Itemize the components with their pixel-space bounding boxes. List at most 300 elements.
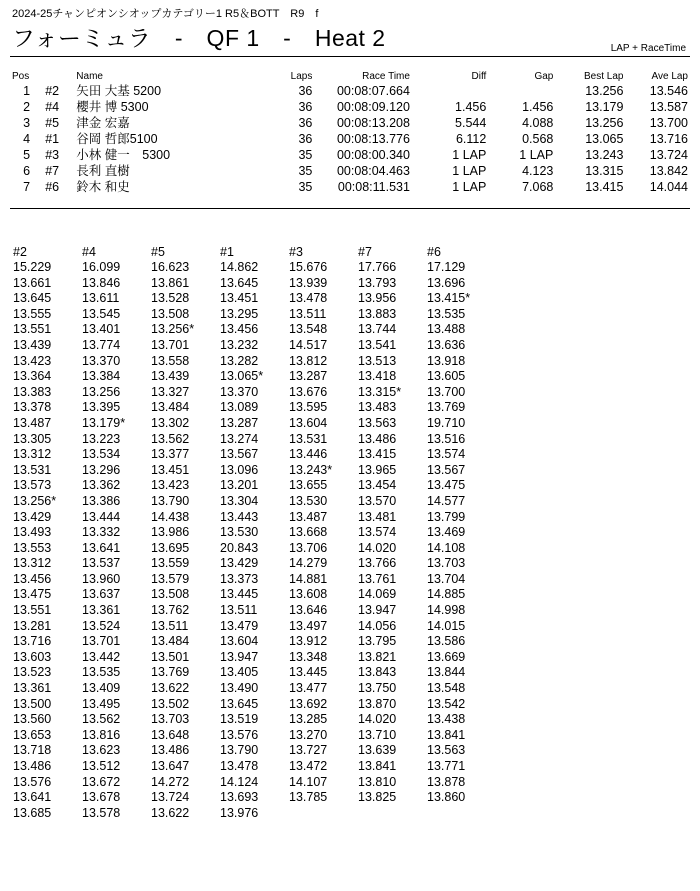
- lap-time: 13.423: [13, 353, 52, 368]
- lap-time: 13.861: [151, 275, 190, 290]
- lap-time: 13.793: [358, 275, 397, 290]
- lap-time: 13.454: [358, 478, 397, 493]
- result-gap: 4.123: [522, 164, 554, 178]
- lap-time: 13.604: [220, 634, 259, 649]
- lap-time: 13.641: [13, 790, 52, 805]
- lap-time: 13.486: [358, 431, 397, 446]
- results-row: [10, 147, 690, 163]
- lap-time: 13.816: [82, 727, 121, 742]
- lap-time: 13.305: [13, 431, 52, 446]
- lap-time: 13.645: [220, 696, 259, 711]
- lap-time: 13.418: [358, 369, 397, 384]
- results-table: [10, 69, 690, 195]
- col-diff: Diff: [471, 70, 487, 82]
- lap-time: 13.531: [13, 462, 52, 477]
- result-driver-name: 津金 宏嘉: [76, 116, 130, 130]
- lap-time: 13.843: [358, 665, 397, 680]
- lap-time: 13.370: [82, 353, 121, 368]
- lap-time: 13.446: [289, 447, 328, 462]
- results-divider: [10, 208, 690, 209]
- result-ave-lap: 14.044: [649, 180, 688, 194]
- lap-column: [13, 244, 82, 821]
- result-laps: 35: [298, 180, 313, 194]
- lap-time: 13.939: [289, 275, 328, 290]
- col-race-time: Race Time: [362, 70, 410, 82]
- result-driver-name: 長利 直樹: [76, 164, 130, 178]
- col-gap: Gap: [534, 70, 554, 82]
- lap-time: 13.622: [151, 805, 190, 820]
- lap-time: 13.567: [427, 462, 466, 477]
- lap-time: 14.885: [427, 587, 466, 602]
- result-ave-lap: 13.700: [649, 116, 688, 130]
- lap-time: 14.069: [358, 587, 397, 602]
- lap-time: 13.475: [427, 478, 466, 493]
- lap-time: 13.201: [220, 478, 259, 493]
- result-diff: 1 LAP: [452, 180, 487, 194]
- result-car-number: #6: [45, 180, 60, 194]
- lap-time: 17.129: [427, 260, 466, 274]
- lap-column-car: #4: [82, 245, 96, 259]
- lap-time: 13.439: [151, 369, 190, 384]
- lap-time: 16.623: [151, 260, 190, 274]
- lap-time: 14.862: [220, 260, 259, 274]
- result-pos: 1: [23, 84, 31, 98]
- lap-time: 13.648: [151, 727, 190, 742]
- result-laps: 36: [298, 116, 313, 130]
- lap-time: 20.843: [220, 540, 259, 555]
- lap-column: [427, 244, 496, 821]
- result-diff: 5.544: [455, 116, 487, 130]
- lap-time: 13.576: [13, 774, 52, 789]
- lap-time: 13.361: [13, 681, 52, 696]
- lap-time: 13.562: [82, 712, 121, 727]
- lap-time: 13.223: [82, 431, 121, 446]
- lap-time: 13.693: [220, 790, 259, 805]
- lap-time: 13.883: [358, 306, 397, 321]
- lap-column-car: #1: [220, 245, 234, 259]
- lap-time: 13.302: [151, 415, 190, 430]
- lap-time: 13.645: [220, 275, 259, 290]
- lap-time: 13.986: [151, 525, 190, 540]
- lap-time: 13.603: [13, 649, 52, 664]
- lap-time: 13.639: [358, 743, 397, 758]
- lap-time: 13.579: [151, 571, 190, 586]
- col-laps: Laps: [290, 70, 313, 82]
- lap-time: 13.535: [427, 306, 466, 321]
- result-gap: 4.088: [522, 116, 554, 130]
- lap-time: 13.870: [358, 696, 397, 711]
- lap-time: 13.487: [289, 509, 328, 524]
- lap-time: 13.486: [151, 743, 190, 758]
- result-gap: 7.068: [522, 180, 554, 194]
- results-row: [10, 115, 690, 131]
- col-pos: Pos: [12, 70, 30, 82]
- lap-time: 13.563: [427, 743, 466, 758]
- lap-time: 13.287: [220, 415, 259, 430]
- lap-time: 13.516: [427, 431, 466, 446]
- lap-time: 13.481: [358, 509, 397, 524]
- lap-time: 13.429: [220, 556, 259, 571]
- lap-time: 13.512: [82, 759, 121, 773]
- lap-column: [151, 244, 220, 821]
- lap-column-car: #2: [13, 245, 27, 259]
- lap-time: 14.015: [427, 618, 466, 633]
- lap-time: 13.655: [289, 478, 328, 493]
- lap-time: 13.558: [151, 353, 190, 368]
- lap-time: 13.965: [358, 462, 397, 477]
- lap-time: 13.700: [427, 384, 466, 399]
- lap-time: 13.795: [358, 634, 397, 649]
- lap-time: 13.373: [220, 571, 259, 586]
- lap-time: 13.484: [151, 400, 190, 415]
- col-name: Name: [76, 70, 103, 82]
- result-pos: 4: [23, 132, 31, 146]
- lap-time: 13.692: [289, 696, 328, 711]
- lap-time: 13.513: [358, 353, 397, 368]
- lap-time: 13.256*: [151, 322, 195, 337]
- lap-time: 13.281: [13, 618, 52, 633]
- lap-time: 14.020: [358, 540, 397, 555]
- lap-time: 13.502: [151, 696, 190, 711]
- result-ave-lap: 13.716: [649, 132, 688, 146]
- lap-time: 13.647: [151, 759, 190, 773]
- lap-time: 13.636: [427, 337, 466, 352]
- lap-time: 13.332: [82, 525, 121, 540]
- lap-time: 13.475: [13, 587, 52, 602]
- lap-time: 13.456: [13, 571, 52, 586]
- result-pos: 6: [23, 164, 31, 178]
- lap-time: 13.750: [358, 681, 397, 696]
- result-pos: 5: [23, 148, 31, 162]
- lap-time: 13.534: [82, 447, 121, 462]
- lap-time: 13.456: [220, 322, 259, 337]
- lap-time: 13.560: [13, 712, 52, 727]
- result-diff: [412, 83, 488, 99]
- result-laps: 36: [298, 100, 313, 114]
- lap-time: 13.511: [151, 618, 189, 633]
- lap-time: 13.089: [220, 400, 259, 415]
- result-race-time: 00:08:00.340: [336, 148, 410, 162]
- lap-time: 13.096: [220, 462, 259, 477]
- lap-time: 13.531: [289, 431, 328, 446]
- result-diff: 6.112: [455, 132, 487, 146]
- lap-time: 13.604: [289, 415, 328, 430]
- lap-time: 13.695: [151, 540, 190, 555]
- lap-time: 13.947: [358, 603, 397, 618]
- lap-time: 13.405: [220, 665, 259, 680]
- lap-time: 13.696: [427, 275, 466, 290]
- result-car-number: #5: [45, 116, 60, 130]
- lap-time: 13.727: [289, 743, 328, 758]
- lap-time: 13.495: [82, 696, 121, 711]
- lap-time: 13.769: [151, 665, 190, 680]
- result-driver-name: 鈴木 和史: [76, 180, 130, 194]
- lap-time: 13.445: [220, 587, 259, 602]
- lap-time: 15.676: [289, 260, 328, 274]
- lap-time: 13.703: [151, 712, 190, 727]
- lap-time: 13.685: [13, 805, 52, 820]
- result-best-lap: 13.315: [585, 164, 624, 178]
- lap-time: 19.710: [427, 415, 466, 430]
- lap-time: 13.442: [82, 649, 121, 664]
- lap-time: 13.790: [151, 493, 190, 508]
- lap-time: 13.361: [82, 603, 121, 618]
- lap-time: 13.841: [427, 727, 466, 742]
- lap-time: 13.429: [13, 509, 52, 524]
- lap-time: 13.370: [220, 384, 259, 399]
- lap-time: 14.020: [358, 712, 397, 727]
- lap-time: 13.672: [82, 774, 121, 789]
- lap-time: 14.438: [151, 509, 190, 524]
- result-race-time: 00:08:13.208: [336, 116, 410, 130]
- lap-time: 13.769: [427, 400, 466, 415]
- lap-time: 13.545: [82, 306, 121, 321]
- lap-time: 13.296: [82, 462, 121, 477]
- lap-time: 13.451: [151, 462, 190, 477]
- lap-time: 14.108: [427, 540, 466, 555]
- lap-time: 13.486: [13, 759, 52, 773]
- lap-time: 13.637: [82, 587, 121, 602]
- lap-time: 14.881: [289, 571, 328, 586]
- lap-time: 13.611: [82, 291, 120, 306]
- lap-time: 13.451: [220, 291, 259, 306]
- lap-time: 13.282: [220, 353, 259, 368]
- result-diff: 1.456: [455, 100, 487, 114]
- lap-time: 13.956: [358, 291, 397, 306]
- lap-time: 15.229: [13, 260, 52, 274]
- lap-time: 13.548: [427, 681, 466, 696]
- result-pos: 3: [23, 116, 31, 130]
- lap-time: 13.312: [13, 447, 52, 462]
- lap-time: 13.676: [289, 384, 328, 399]
- lap-time: 13.724: [151, 790, 190, 805]
- lap-time: 13.706: [289, 540, 328, 555]
- lap-time: 13.844: [427, 665, 466, 680]
- lap-time: 13.395: [82, 400, 121, 415]
- lap-time: 13.530: [289, 493, 328, 508]
- lap-time: 13.478: [289, 291, 328, 306]
- lap-time: 13.563: [358, 415, 397, 430]
- lap-time: 13.523: [13, 665, 52, 680]
- lap-time: 13.947: [220, 649, 259, 664]
- result-ave-lap: 13.587: [649, 100, 688, 114]
- lap-time: 13.479: [220, 618, 259, 633]
- result-laps: 35: [298, 148, 313, 162]
- lap-time: 13.570: [358, 493, 397, 508]
- result-driver-name: 矢田 大基 5200: [76, 84, 162, 98]
- lap-time: 13.701: [151, 337, 190, 352]
- lap-time: 13.810: [358, 774, 397, 789]
- lap-time: 13.511: [289, 306, 327, 321]
- lap-times-grid: [13, 244, 496, 821]
- lap-time: 14.124: [220, 774, 259, 789]
- lap-time: 17.766: [358, 260, 397, 274]
- lap-time: 13.541: [358, 337, 397, 352]
- result-best-lap: 13.256: [585, 116, 624, 130]
- lap-time: 13.445: [289, 665, 328, 680]
- lap-column-car: #3: [289, 245, 303, 259]
- lap-time: 13.535: [82, 665, 121, 680]
- lap-time: 13.790: [220, 743, 259, 758]
- result-laps: 36: [298, 132, 313, 146]
- lap-time: 13.605: [427, 369, 466, 384]
- lap-time: 13.386: [82, 493, 121, 508]
- lap-time: 13.574: [427, 447, 466, 462]
- lap-time: 13.065*: [220, 369, 264, 384]
- lap-time: 13.785: [289, 790, 328, 805]
- lap-time: 13.439: [13, 337, 52, 352]
- lap-column: [220, 244, 289, 821]
- result-gap: 1.456: [522, 100, 554, 114]
- lap-column-car: #7: [358, 245, 372, 259]
- result-race-time: 00:08:11.531: [337, 180, 410, 194]
- lap-time: 13.443: [220, 509, 259, 524]
- lap-time: 13.256: [82, 384, 121, 399]
- lap-time: 13.415: [358, 447, 397, 462]
- result-best-lap: 13.065: [585, 132, 624, 146]
- lap-time: 13.519: [220, 712, 259, 727]
- results-header-row: [10, 69, 690, 83]
- lap-time: 13.501: [151, 649, 190, 664]
- lap-time: 13.511: [220, 603, 258, 618]
- lap-time: 14.056: [358, 618, 397, 633]
- lap-time: 13.270: [289, 727, 328, 742]
- lap-time: 13.771: [427, 759, 466, 773]
- lap-time: 13.623: [82, 743, 121, 758]
- lap-time: 13.567: [220, 447, 259, 462]
- lap-time: 13.703: [427, 556, 466, 571]
- result-ave-lap: 13.724: [649, 148, 688, 162]
- result-race-time: 00:08:13.776: [336, 132, 410, 146]
- lap-time: 13.573: [13, 478, 52, 493]
- lap-time: 13.469: [427, 525, 466, 540]
- lap-time: 13.669: [427, 649, 466, 664]
- result-car-number: #3: [45, 148, 60, 162]
- lap-time: 13.912: [289, 634, 328, 649]
- lap-time: 13.976: [220, 805, 259, 820]
- result-pos: 7: [23, 180, 31, 194]
- result-gap: [488, 83, 555, 99]
- lap-time: 13.555: [13, 306, 52, 321]
- result-laps: 36: [298, 84, 313, 98]
- lap-time: 13.484: [151, 634, 190, 649]
- lap-time: 13.595: [289, 400, 328, 415]
- result-car-number: #4: [45, 100, 60, 114]
- lap-time: 13.645: [13, 291, 52, 306]
- results-row: [10, 179, 690, 195]
- results-row: [10, 163, 690, 179]
- lap-time: 13.490: [220, 681, 259, 696]
- lap-time: 13.295: [220, 306, 259, 321]
- lap-time: 13.701: [82, 634, 121, 649]
- lap-time: 13.487: [13, 415, 52, 430]
- lap-time: 13.378: [13, 400, 52, 415]
- lap-time: 13.528: [151, 291, 190, 306]
- lap-column: [358, 244, 427, 821]
- lap-column-car: #5: [151, 245, 165, 259]
- lap-time: 13.493: [13, 525, 52, 540]
- lap-time: 13.497: [289, 618, 328, 633]
- lap-time: 14.107: [289, 774, 328, 789]
- result-pos: 2: [23, 100, 31, 114]
- result-diff: 1 LAP: [452, 148, 487, 162]
- lap-time: 13.438: [427, 712, 466, 727]
- result-driver-name: 小林 健一 5300: [76, 148, 171, 162]
- result-race-time: 00:08:09.120: [336, 100, 410, 114]
- lap-time: 13.608: [289, 587, 328, 602]
- lap-time: 13.586: [427, 634, 466, 649]
- lap-column: [82, 244, 151, 821]
- lap-time: 13.508: [151, 306, 190, 321]
- results-row: [10, 99, 690, 115]
- lap-time: 13.762: [151, 603, 190, 618]
- lap-time: 13.622: [151, 681, 190, 696]
- result-car-number: #2: [45, 84, 60, 98]
- lap-time: 14.279: [289, 556, 328, 571]
- lap-time: 13.401: [82, 322, 121, 337]
- lap-time: 13.551: [13, 603, 52, 618]
- lap-time: 13.576: [220, 727, 259, 742]
- lap-time: 13.232: [220, 337, 259, 352]
- lap-time: 13.488: [427, 322, 466, 337]
- lap-time: 13.472: [289, 759, 328, 773]
- lap-time: 13.918: [427, 353, 466, 368]
- lap-time: 13.327: [151, 384, 190, 399]
- col-car: [43, 69, 74, 83]
- lap-time: 13.860: [427, 790, 466, 805]
- lap-time: 13.409: [82, 681, 121, 696]
- lap-time: 13.500: [13, 696, 52, 711]
- result-driver-name: 谷岡 哲郎5100: [76, 132, 158, 146]
- lap-column-car: #6: [427, 245, 441, 259]
- lap-time: 13.524: [82, 618, 121, 633]
- lap-time: 13.704: [427, 571, 466, 586]
- lap-time: 13.766: [358, 556, 397, 571]
- lap-time: 13.478: [220, 759, 259, 773]
- lap-time: 13.348: [289, 649, 328, 664]
- lap-time: 13.710: [358, 727, 397, 742]
- lap-time: 13.562: [151, 431, 190, 446]
- results-row: [10, 131, 690, 147]
- lap-time: 13.846: [82, 275, 121, 290]
- lap-time: 13.878: [427, 774, 466, 789]
- lap-time: 13.551: [13, 322, 52, 337]
- result-gap: 0.568: [522, 132, 554, 146]
- lap-time: 13.559: [151, 556, 190, 571]
- lap-time: 13.274: [220, 431, 259, 446]
- lap-time: 13.383: [13, 384, 52, 399]
- result-best-lap: 13.243: [585, 148, 624, 162]
- result-best-lap: 13.179: [585, 100, 624, 114]
- col-ave-lap: Ave Lap: [651, 70, 688, 82]
- lap-time: 13.287: [289, 369, 328, 384]
- lap-time: 13.761: [358, 571, 397, 586]
- lap-time: 14.577: [427, 493, 466, 508]
- event-subtitle: 2024-25チャンピオンシオップカテゴリー1 R5＆BOTT R9 f: [12, 8, 319, 20]
- lap-time: 13.384: [82, 369, 121, 384]
- lap-time: 14.272: [151, 774, 190, 789]
- lap-time: 13.653: [13, 727, 52, 742]
- col-best-lap: Best Lap: [583, 70, 624, 82]
- lap-time: 13.716: [13, 634, 52, 649]
- lap-time: 13.179*: [82, 415, 126, 430]
- lap-time: 13.646: [289, 603, 328, 618]
- lap-time: 13.825: [358, 790, 397, 805]
- lap-time: 13.821: [358, 649, 397, 664]
- lap-time: 13.841: [358, 759, 397, 773]
- lap-time: 13.548: [289, 322, 328, 337]
- lap-time: 13.256*: [13, 493, 57, 508]
